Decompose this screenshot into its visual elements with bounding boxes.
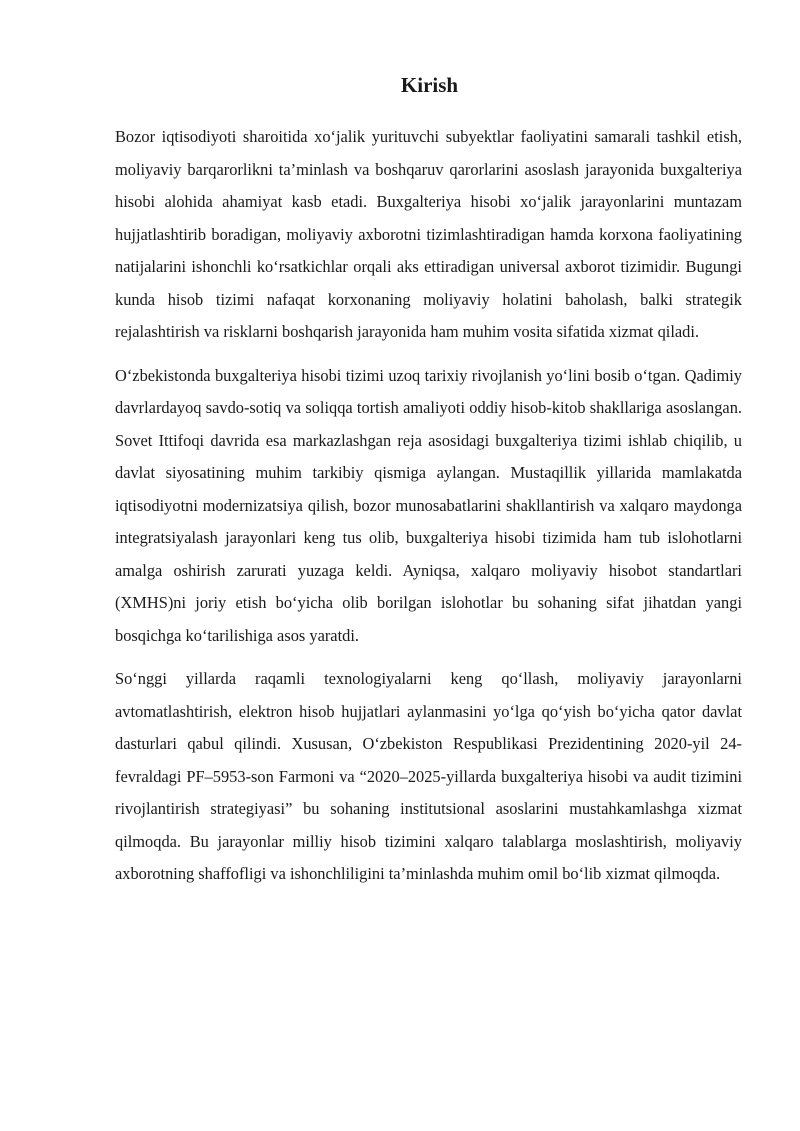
paragraph-1: Bozor iqtisodiyoti sharoitida xo‘jalik yurituvchi subyektlar faoliyatini samarali tashkil etish, moliyaviy barqarorlikni ta’minlash va boshqaruv qarorlarini asoslash jarayonida buxgalteriya hisobi alohida ahamiyat kasb etadi. Buxgalteriya hisobi xo‘jalik jarayonlarini muntazam hujjatlashtirib boradigan, moliyaviy axborotni tizimlashtiradigan hamda korxona faoliyatining natijalarini ishonchli ko‘rsatkichlar orqali aks ettiradigan universal axborot tizimidir. Bugungi kunda hisob tizimi nafaqat korxonaning moliyaviy holatini baholash, balki strategik rejalashtirish va risklarni boshqarish jarayonida ham muhim vosita sifatida xizmat qiladi. [115,127,742,342]
paragraph-3: So‘nggi yillarda raqamli texnologiyalarni keng qo‘llash, moliyaviy jarayonlarni avtomatlashtirish, elektron hisob hujjatlari aylanmasini yo‘lga qo‘yish bo‘yicha qator davlat dasturlari qabul qilindi. Xususan, O‘zbekiston Respublikasi Prezidentining 2020-yil 24-fevraldagi PF–5953-son Farmoni va “2020–2025-yillarda buxgalteriya hisobi va audit tizimini rivojlantirish strategiyasi” bu sohaning institutsional asoslarini mustahkamlashga xizmat qilmoqda. Bu jarayonlar milliy hisob tizimini xalqaro talablarga moslashtirish, moliyaviy axborotning shaffofligi va ishonchliligini ta’minlashda muhim omil bo‘lib xizmat qilmoqda. [115,669,742,884]
document-page [115,72,742,902]
paragraph-2: O‘zbekistonda buxgalteriya hisobi tizimi uzoq tarixiy rivojlanish yo‘lini bosib o‘tgan. Qadimiy davrlardayoq savdo-sotiq va soliqqa tortish amaliyoti oddiy hisob-kitob shakllariga asoslangan. Sovet Ittifoqi davrida esa markazlashgan reja asosidagi buxgalteriya tizimi ishlab chiqilib, u davlat siyosatining muhim tarkibiy qismiga aylangan. Mustaqillik yillarida mamlakatda iqtisodiyotni modernizatsiya qilish, bozor munosabatlarini shakllantirish va xalqaro maydonga integratsiyalash jarayonlari keng tus olib, buxgalteriya hisobi tizimida ham tub islohotlarni amalga oshirish zarurati yuzaga keldi. Ayniqsa, xalqaro moliyaviy hisobot standartlari (XMHS)ni joriy etish bo‘yicha olib borilgan islohotlar bu sohaning sifat jihatdan yangi bosqichga ko‘tarilishiga asos yaratdi. [115,365,742,645]
page-title: Kirish [400,73,459,97]
